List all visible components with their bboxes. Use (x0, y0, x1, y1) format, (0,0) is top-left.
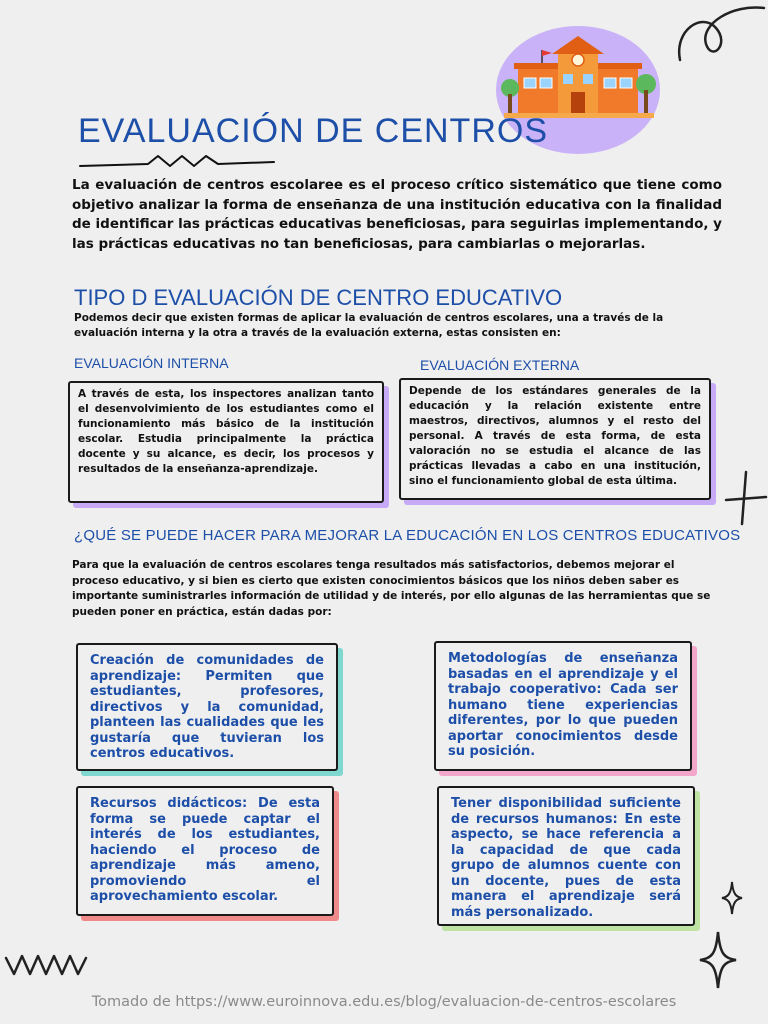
internal-box (68, 381, 384, 503)
sparkle-cross-icon (724, 470, 768, 526)
improve-heading: ¿QUÉ SE PUEDE HACER PARA MEJORAR LA EDUCACIÓN EN LOS CENTROS EDUCATIVOS (74, 527, 741, 544)
loop-doodle-icon (672, 0, 768, 70)
tool-4-text: Tener disponibilidad suficiente de recursos humanos: En este aspecto, se hace referencia a la capacidad de que cada grupo de alumnos cuente con un docente, pues de esta manera el aprendizaje será más personalizado. (451, 796, 681, 920)
external-heading: EVALUACIÓN EXTERNA (420, 357, 580, 373)
external-text: Depende de los estándares generales de la educación y la relación existente entre maestros, directivos, alumnos y el resto del personal. A través de esta forma, de esta valoración no se estudia el alcance de las prácticas llevadas a cabo en una institución, sino el funcionamiento global de esta última. (409, 385, 701, 487)
wave-doodle-icon (4, 950, 88, 980)
external-box (399, 378, 711, 500)
tool-card-4 (437, 786, 695, 926)
tool-2-text: Metodologías de enseñanza basadas en el aprendizaje y el trabajo cooperativo: Cada ser humano tiene experiencias diferentes, por lo que pueden aportar conocimientos desde su posición. (448, 651, 678, 759)
zigzag-underline-icon (78, 150, 278, 172)
internal-text: A través de esta, los inspectores analizan tanto el desenvolvimiento de los estudiantes como el funcionamiento más básico de la institución escolar. Estudia principalmente la práctica docente y su alcance, es decir, los procesos y resultados de la enseñanza-aprendizaje. (78, 388, 374, 475)
tool-card-1 (76, 643, 338, 771)
types-heading: TIPO D EVALUACIÓN DE CENTRO EDUCATIVO (74, 285, 563, 310)
page-title: EVALUACIÓN DE CENTROS (78, 112, 549, 150)
tool-1-text: Creación de comunidades de aprendizaje: Permiten que estudiantes, profesores, directivos y la comunidad, planteen las cualidades que les gustaría que tuvieran los centros educativos. (90, 653, 324, 761)
sparkle-small-icon (720, 880, 744, 916)
intro-paragraph: La evaluación de centros escolaree es el proceso crítico sistemático que tiene como objetivo analizar la forma de enseñanza de una institución educativa con la finalidad de identificar las prácticas educativas beneficiosas, para seguirlas implementando, y las prácticas educativas no tan beneficiosas, para cambiarlas o mejorarlas. (72, 177, 722, 252)
tool-card-3 (76, 786, 334, 916)
types-paragraph: Podemos decir que existen formas de aplicar la evaluación de centros escolares, una a través de la evaluación interna y la otra a través de la evaluación externa, estas consisten en: (74, 312, 664, 339)
sparkle-large-icon (698, 930, 738, 990)
internal-heading: EVALUACIÓN INTERNA (74, 355, 229, 371)
source-footer: Tomado de https://www.euroinnova.edu.es/blog/evaluacion-de-centros-escolares (91, 994, 677, 1010)
tool-3-text: Recursos didácticos: De esta forma se puede captar el interés de los estudiantes, haciendo el proceso de aprendizaje más ameno, promoviendo el aprovechamiento escolar. (90, 796, 320, 904)
improve-paragraph: Para que la evaluación de centros escolares tenga resultados más satisfactorios, debemos mejorar el proceso educativo, y si bien es cierto que existen conocimientos básicos que los niños deben saber es importante suministrarles información de utilidad y de interés, por ello algunas de las herramientas que se pueden poner en práctica, están dadas por: (72, 559, 711, 618)
tool-card-2 (434, 641, 692, 771)
